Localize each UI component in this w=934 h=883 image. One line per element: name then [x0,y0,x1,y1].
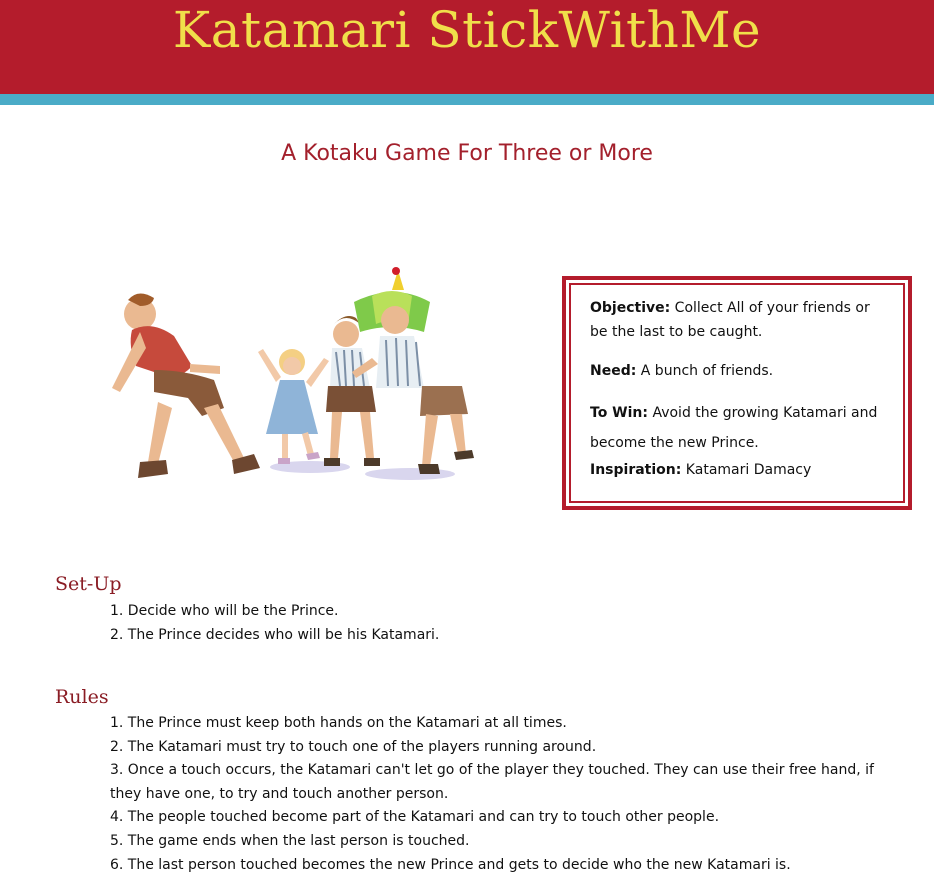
list-item: 5. The game ends when the last person is touched. [110,832,470,849]
rules-heading: Rules [55,686,109,708]
objective-line [590,296,880,344]
list-item: 3. Once a touch occurs, the Katamari can't let go of the player they touched. They can use their free hand, if they have one, to try and touch another person. [110,762,874,802]
list-item: 4. The people touched become part of the Katamari and can try to touch other people. [110,809,720,826]
page-subtitle: A Kotaku Game For Three or More [281,141,653,166]
list-item: 1. The Prince must keep both hands on the Katamari at all times. [110,715,567,731]
boy-left-figure [112,293,260,478]
inspiration-text: Katamari Damacy [681,462,812,478]
inspiration-label: Inspiration: [590,462,682,478]
header-stripe [0,94,934,105]
need-line [590,359,880,383]
need-text: A bunch of friends. [636,363,774,379]
rules-list [110,712,900,877]
objective-label: Objective: [590,300,671,316]
setup-list [110,600,900,647]
girl-figure [258,349,329,464]
towin-line [590,398,880,458]
towin-label: To Win: [590,405,648,421]
setup-heading: Set-Up [55,573,122,595]
list-item: 2. The Katamari must try to touch one of the players running around. [110,738,597,755]
list-item: 6. The last person touched becomes the new Prince and gets to decide who the new Katamari is. [110,856,791,873]
children-playing-illustration [110,262,480,498]
need-label: Need: [590,363,637,379]
objective-text: Collect All of your friends or be the last to be caught. [590,300,870,340]
boy-middle-figure [324,316,380,466]
info-box [562,276,912,510]
page-title: Katamari StickWithMe [172,1,762,59]
towin-text: Avoid the growing Katamari and become the new Prince. [590,405,878,451]
list-item: 2. The Prince decides who will be his Katamari. [110,626,440,643]
info-box-content [590,296,880,482]
ground-shadow [365,468,455,480]
inspiration-line [590,458,880,482]
list-item: 1. Decide who will be the Prince. [110,603,339,619]
